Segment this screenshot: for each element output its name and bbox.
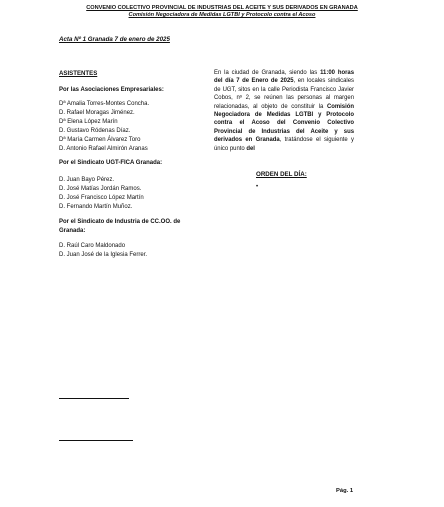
attendee-line: D. Gustavo Ródenas Díaz.	[59, 128, 131, 134]
acta-heading: Acta Nº 1 Granada 7 de enero de 2025	[59, 36, 170, 43]
attendee-line: D. Fernando Martín Muñoz.	[59, 204, 133, 210]
attendees-title: ASISTENTES	[59, 70, 98, 77]
attendee-line: D. Raúl Caro Maldonado	[59, 243, 126, 249]
intro-paragraph: En la ciudad de Granada, siendo las 11:00 horas del día 7 de Enero de 2025, en locales sindicales de UGT, sitos en la calle Periodista Francisco Javier Cobos, nº 2, se reúnen las personas al margen relacionadas, al objeto de constituir la Comisión Negociadora de Medidas LGTBI y Protocolo contra el Acoso del Convenio Colectivo Provincial de Industrias del Aceite y sus derivados en Granada, tratándose el siguiente y único punto del	[214, 70, 354, 152]
attendee-line: D. Juan José de la Iglesia Ferrer.	[59, 252, 148, 258]
attendee-line: Dª Elena López Marín	[59, 119, 118, 125]
attendee-line: D. José Francisco López Martín	[59, 195, 144, 201]
page-number: Pág. 1	[336, 488, 354, 494]
attendee-line: D. José Matías Jordán Ramos.	[59, 186, 142, 192]
attendee-line: D. Juan Bayo Pérez.	[59, 177, 115, 183]
ccoo-heading-cont: Granada:	[59, 228, 86, 234]
attendee-line: Dª María Carmen Álvarez Toro	[59, 137, 141, 143]
signature-line	[59, 440, 133, 441]
attendee-line: D. Rafael Moragas Jiménez.	[59, 110, 135, 116]
ugt-heading: Por el Sindicato UGT-FICA Granada:	[59, 160, 163, 166]
employers-heading: Por las Asociaciones Empresariales:	[59, 87, 164, 93]
header-subtitle: Comisión Negociadora de Medidas LGTBI y Protocolo contra el Acoso	[128, 12, 316, 18]
attendee-line: D. Antonio Rafael Almirón Aranas	[59, 146, 148, 152]
header-title: CONVENIO COLECTIVO PROVINCIAL DE INDUSTRIAS DEL ACEITE Y SUS DERIVADOS EN GRANADA	[86, 5, 358, 11]
ccoo-heading: Por el Sindicato de Industria de CC.OO. de	[59, 219, 181, 225]
signature-line	[59, 398, 129, 399]
agenda-title: ORDEN DEL DÍA:	[256, 171, 307, 178]
agenda-bullet: •	[256, 184, 259, 190]
attendee-line: Dª Amalia Torres-Montes Concha.	[59, 101, 150, 107]
